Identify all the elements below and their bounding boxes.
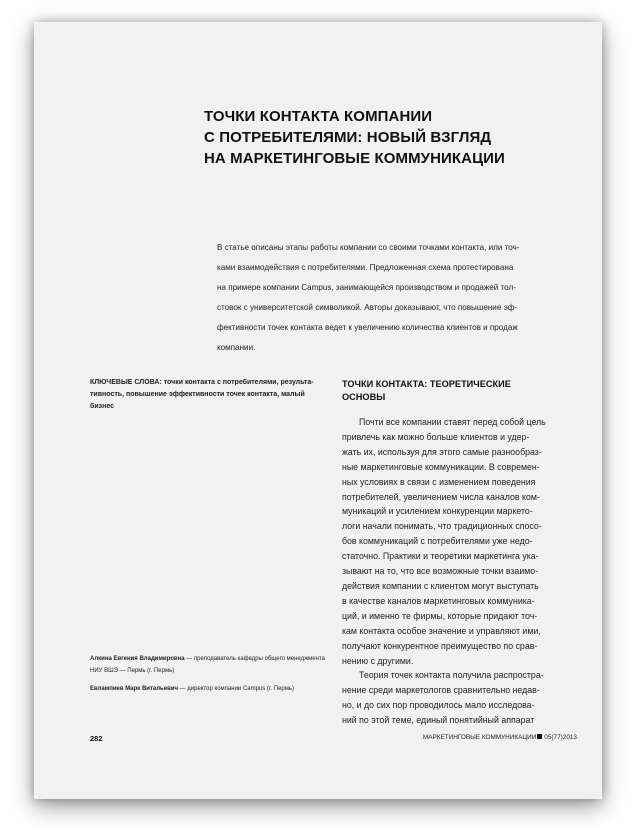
body-line: ний по этой теме, единый понятийный аппарат — [342, 715, 535, 726]
author-role: — директор компании Campus (г. Пермь) — [177, 686, 294, 692]
journal-name: МАРКЕТИНГОВЫЕ КОММУНИКАЦИИ — [422, 734, 537, 741]
author-name: Евлампиев Марк Витальевич — [90, 686, 178, 692]
body-line: кам контакта особое значение и управляют ими, — [342, 625, 541, 636]
article-abstract — [217, 238, 577, 357]
author-affiliation: НИУ ВШЭ — Пермь (г. Пермь) — [90, 667, 175, 674]
abstract-line: компании. — [217, 342, 256, 352]
title-line: С ПОТРЕБИТЕЛЯМИ: НОВЫЙ ВЗГЛЯД — [204, 129, 492, 146]
body-line: жать их, используя для этого самые разнообраз- — [342, 446, 542, 457]
issue-number: 05(77)2013 — [544, 734, 577, 741]
body-line: ций, и именно те фирмы, которые придают точ- — [342, 610, 538, 621]
abstract-line: фективности точек контакта ведет к увеличению количества клиентов и продаж — [217, 322, 518, 332]
section-heading — [342, 378, 572, 403]
body-line: зывают на то, что все возможные точки взаимо- — [342, 566, 539, 577]
body-line: муникаций и усилением конкуренции маркето- — [342, 506, 533, 517]
keywords-line: бизнес — [90, 403, 115, 410]
abstract-line: ками взаимодействия с потребителями. Предложенная схема протестирована — [217, 262, 514, 272]
author-entry — [90, 654, 350, 666]
journal-page — [34, 22, 602, 799]
keywords-block — [90, 377, 330, 413]
keywords-line: тивность, повышение эффективности точек контакта, малый — [90, 391, 305, 398]
square-separator-icon — [537, 734, 542, 739]
body-line: Почти все компании ставят перед собой цель — [359, 417, 546, 427]
abstract-line: на примере компании Campus, занимающейся производством и продажей тол- — [217, 282, 516, 292]
title-line: НА МАРКЕТИНГОВЫЕ КОММУНИКАЦИИ — [204, 150, 505, 167]
body-line: но, и до сих пор проводилось мало исследова- — [342, 700, 535, 711]
abstract-line: стовок с университетской символикой. Авторы доказывают, что повышение эф- — [217, 302, 518, 312]
title-line: ТОЧКИ КОНТАКТА КОМПАНИИ — [204, 108, 433, 125]
section-heading-line: ОСНОВЫ — [342, 391, 386, 402]
body-line: привлечь как можно больше клиентов и удер- — [342, 431, 530, 442]
abstract-line: В статье описаны этапы работы компании со своими точками контакта, или точ- — [217, 243, 520, 252]
body-line: потребителей, увеличением числа каналов ком- — [342, 491, 540, 502]
author-notes — [90, 654, 350, 696]
body-line: нению с другими. — [342, 655, 414, 666]
body-line: бов коммуникаций с потребителями уже недо- — [342, 536, 533, 547]
article-title — [204, 106, 564, 169]
author-name: Алкина Евгения Владимировна — [90, 656, 185, 662]
section-heading-line: ТОЧКИ КОНТАКТА: ТЕОРЕТИЧЕСКИЕ — [342, 379, 511, 389]
body-line: действия компании с клиентом могут выступать — [342, 580, 539, 591]
body-line: статочно. Практики и теоретики маркетинга ука- — [342, 551, 539, 562]
author-role: — преподаватель кафедры общего менеджмента — [184, 656, 325, 662]
author-entry — [90, 684, 350, 696]
body-line: ные маркетинговые коммуникации. В современ- — [342, 461, 540, 472]
body-line: нение среди маркетологов сравнительно недав- — [342, 685, 540, 696]
body-line: ных условиях в связи с изменением поведения — [342, 476, 536, 487]
keywords-line: КЛЮЧЕВЫЕ СЛОВА: точки контакта с потребителями, результа- — [90, 379, 314, 386]
body-line: в качестве каналов маркетинговых коммуника- — [342, 595, 535, 606]
body-line: получают конкурентное преимущество по срав- — [342, 640, 538, 651]
body-line: Теория точек контакта получила распростра- — [359, 670, 544, 681]
body-line: логи начали понимать, что традиционных спосо- — [342, 521, 542, 532]
running-footer — [422, 734, 577, 741]
body-text — [342, 415, 578, 728]
page-number: 282 — [90, 734, 103, 743]
